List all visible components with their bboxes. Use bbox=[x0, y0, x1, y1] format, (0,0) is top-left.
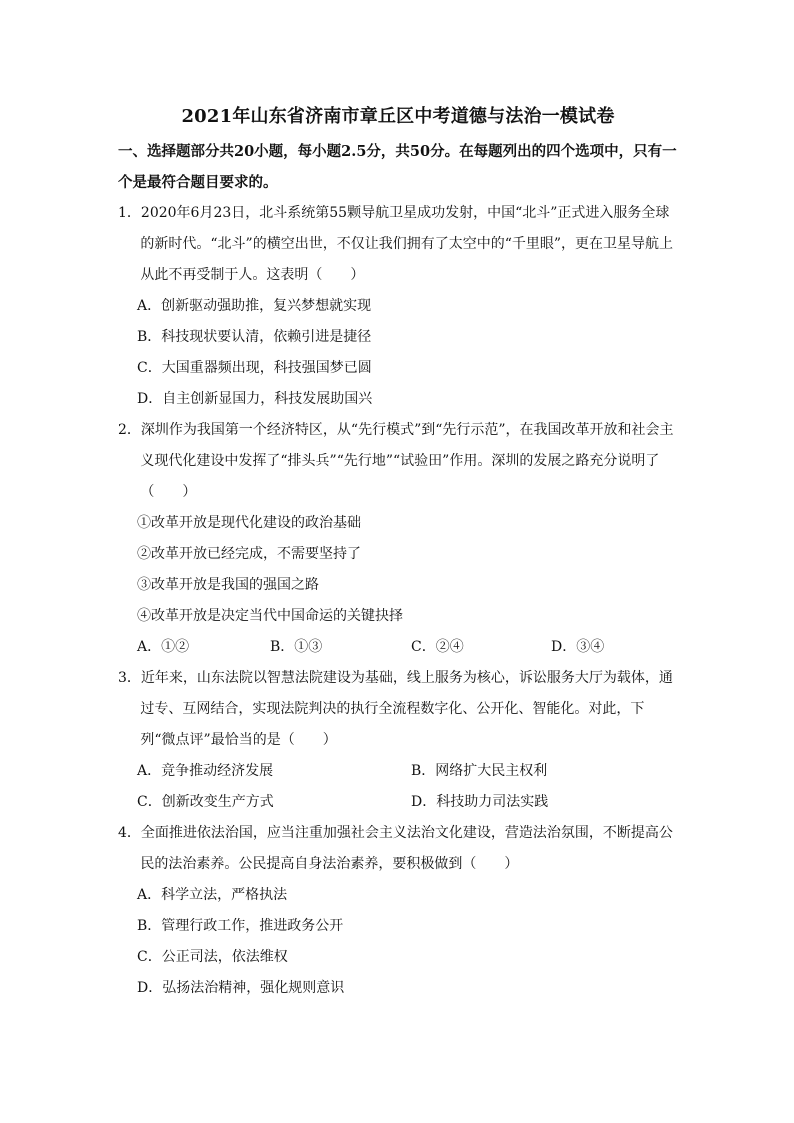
option-b: B．科技现状要认清，依赖引进是捷径 bbox=[137, 329, 372, 345]
question-stem: 2．深圳作为我国第一个经济特区，从“先行模式”到“先行示范”，在我国改革开放和社会主义现代化建设中发挥了“排头兵”“先行地”“试验田”作用。深圳的发展之路充分说明了（ ） bbox=[118, 422, 674, 500]
question-3 bbox=[118, 663, 678, 818]
question-stem: 3．近年来，山东法院以智慧法院建设为基础，线上服务为核心，诉讼服务大厅为载体，通过专、互网结合，实现法院判决的执行全流程数字化、公开化、智能化。对此，下列“微点评”最恰当的是（ ） bbox=[118, 670, 673, 748]
question-4 bbox=[118, 818, 678, 1004]
option-d: D．自主创新显国力，科技发展助国兴 bbox=[137, 391, 373, 407]
option-a: A．科学立法，严格执法 bbox=[137, 887, 288, 903]
option-row bbox=[118, 632, 678, 663]
option-b: B．网络扩大民主权利 bbox=[411, 763, 548, 779]
option-d: D．③④ bbox=[551, 639, 605, 655]
option-row bbox=[118, 787, 678, 818]
option-d: D．弘扬法治精神，强化规则意识 bbox=[137, 980, 345, 996]
option-c: C．创新改变生产方式 bbox=[137, 794, 274, 810]
question-2 bbox=[118, 415, 678, 663]
option-a: A．①② bbox=[137, 639, 190, 655]
option-c: C．公正司法，依法维权 bbox=[137, 949, 288, 965]
statement-3: ③改革开放是我国的强国之路 bbox=[137, 577, 319, 593]
statement-2: ②改革开放已经完成，不需要坚持了 bbox=[137, 546, 361, 562]
statement-1: ①改革开放是现代化建设的政治基础 bbox=[137, 515, 361, 531]
question-stem: 4．全面推进依法治国，应当注重加强社会主义法治文化建设，营造法治氛围，不断提高公民的法治素养。公民提高自身法治素养，要积极做到（ ） bbox=[118, 825, 673, 872]
option-d: D．科技助力司法实践 bbox=[411, 794, 549, 810]
option-c: C．②④ bbox=[411, 639, 464, 655]
option-b: B．①③ bbox=[270, 639, 323, 655]
question-1 bbox=[118, 198, 678, 415]
page-title: 2021年山东省济南市章丘区中考道德与法治一模试卷 bbox=[181, 106, 615, 127]
option-b: B．管理行政工作，推进政务公开 bbox=[137, 918, 344, 934]
statement-4: ④改革开放是决定当代中国命运的关键抉择 bbox=[137, 608, 403, 624]
option-c: C．大国重器频出现，科技强国梦已圆 bbox=[137, 360, 372, 376]
section-heading: 一、选择题部分共20小题，每小题2.5分，共50分。在每题列出的四个选项中，只有一个是最符合题目要求的。 bbox=[118, 143, 677, 191]
option-row bbox=[118, 756, 678, 787]
question-stem: 1．2020年6月23日，北斗系统第55颗导航卫星成功发射，中国“北斗”正式进入服务全球的新时代。“北斗”的横空出世，不仅让我们拥有了太空中的“千里眼”，更在卫星导航上从此不再受制于人。这表明（ ） bbox=[118, 205, 674, 283]
option-a: A．创新驱动强助推，复兴梦想就实现 bbox=[137, 298, 372, 314]
option-a: A．竞争推动经济发展 bbox=[137, 763, 274, 779]
